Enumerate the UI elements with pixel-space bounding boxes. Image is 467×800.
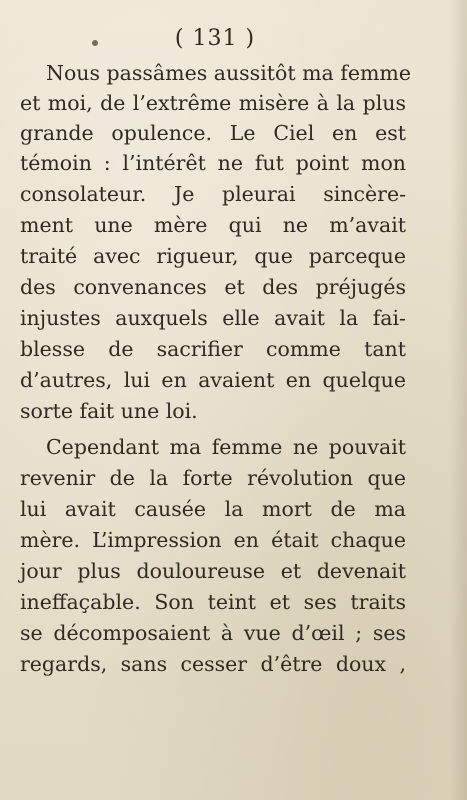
text-line: des convenances et des préjugés <box>20 275 406 299</box>
text-line: ineffaçable. Son teint et ses traits <box>20 590 406 614</box>
text-line: d’autres, lui en avaient en quelque <box>20 368 406 392</box>
text-line: Nous passâmes aussitôt ma femme <box>46 61 411 85</box>
text-line: consolateur. Je pleurai sincère- <box>20 182 406 206</box>
text-line: blesse de sacrifier comme tant <box>20 337 406 361</box>
text-line: ment une mère qui ne m’avait <box>20 213 406 237</box>
text-line: grande opulence. Le Ciel en est <box>20 121 406 145</box>
text-line: témoin : l’intérêt ne fut point mon <box>20 151 406 175</box>
text-line: revenir de la forte révolution que <box>20 466 406 490</box>
text-line: injustes auxquels elle avait la fai- <box>20 306 406 330</box>
page-number: ( 131 ) <box>174 26 256 51</box>
text-line: jour plus douloureuse et devenait <box>20 559 406 583</box>
page-edge-shadow <box>449 0 467 800</box>
text-line: Cependant ma femme ne pouvait <box>46 435 406 459</box>
text-line: traité avec rigueur, que parceque <box>20 244 406 268</box>
text-line: et moi, de l’extrême misère à la plus <box>20 91 406 115</box>
text-line: sorte fait une loi. <box>20 399 198 423</box>
text-line: mère. L’impression en était chaque <box>20 528 406 552</box>
text-line: lui avait causée la mort de ma <box>20 497 406 521</box>
text-line: regards, sans cesser d’être doux , <box>20 652 406 676</box>
text-line: se décomposaient à vue d’œil ; ses <box>20 621 406 645</box>
